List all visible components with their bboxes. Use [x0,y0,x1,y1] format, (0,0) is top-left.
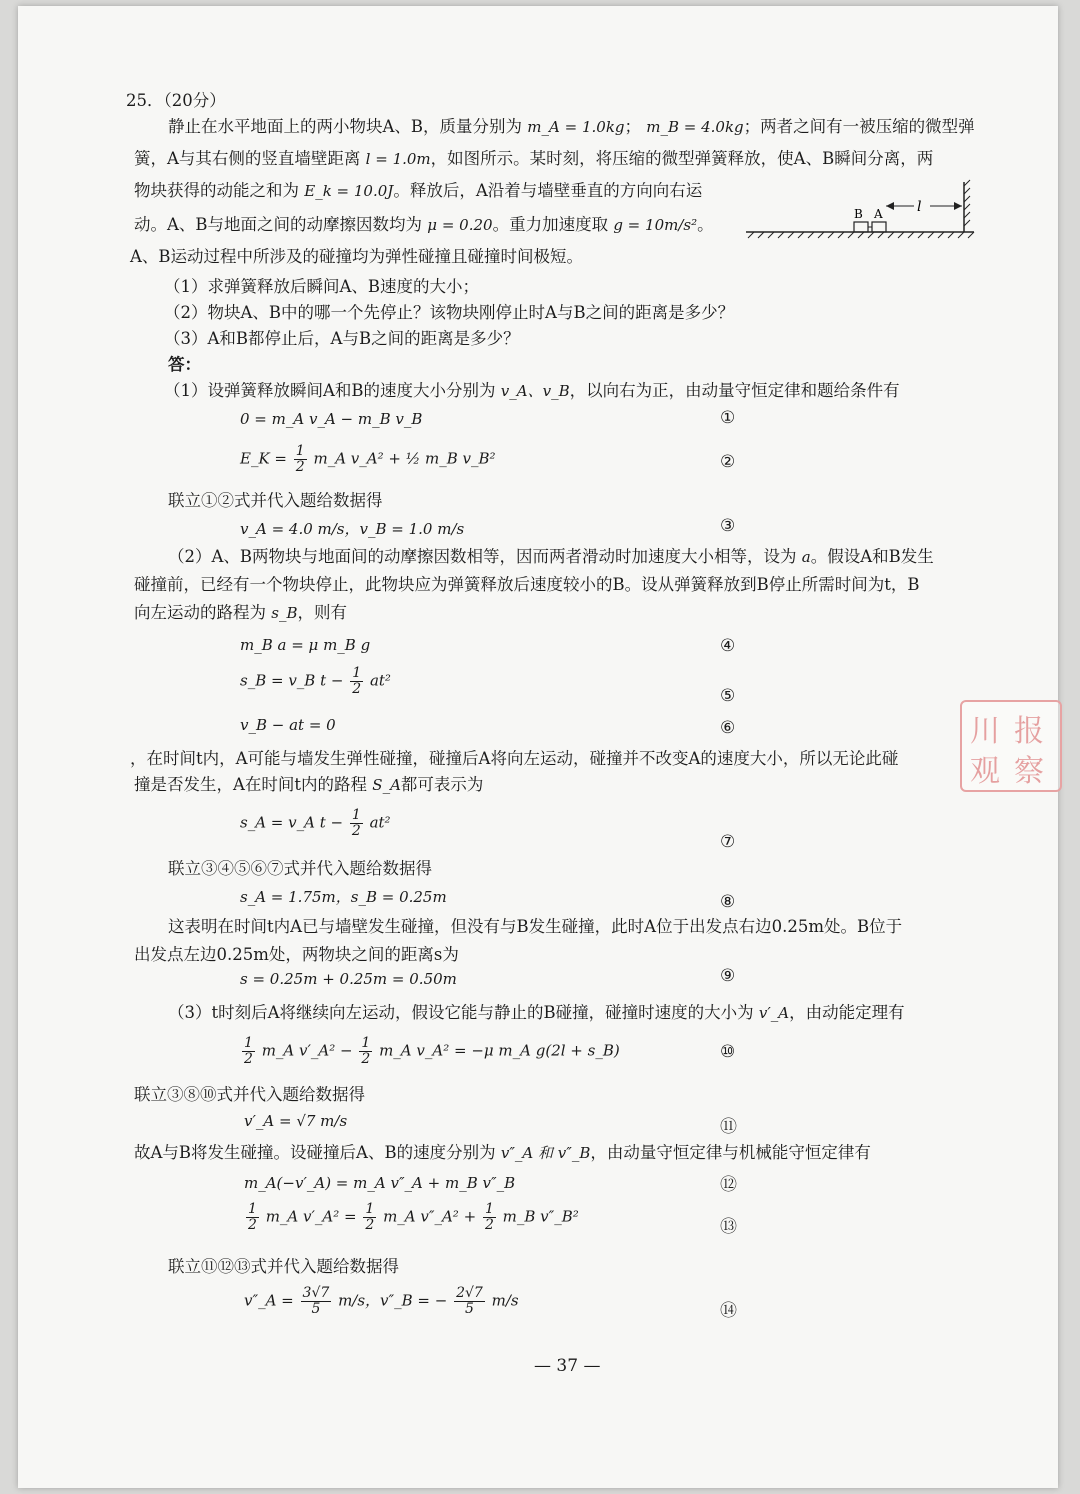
watermark-seal: 川 报 观 察 [960,700,1062,792]
question-1: （1）求弹簧释放后瞬间A、B速度的大小； [164,277,480,296]
problem-line-3: 物块获得的动能之和为 E_k = 10.0J。释放后，A沿着与墙壁垂直的方向向右运 [134,181,703,200]
solution-3-line-1: （3）t时刻后A将继续向左运动，假设它能与静止的B碰撞，碰撞时速度的大小为 v′_A，由动能定理有 [168,1003,905,1022]
equation-3: v_A = 4.0 m/s，v_B = 1.0 m/s [240,520,465,538]
join-4: 联立⑪⑫⑬式并代入题给数据得 [168,1257,399,1276]
eq-number-14: ⑭ [720,1301,737,1321]
document-page [18,6,1058,1488]
equation-7: s_A = v_A t − $\frac{1}{2}$ at² [240,807,391,839]
join-2: 联立③④⑤⑥⑦式并代入题给数据得 [168,859,432,878]
equation-2: E_K = $\frac{1}{2}$ m_A v_A² + ½ m_B v_B² [240,443,496,475]
figure-label-l: l [917,199,922,215]
equation-11: v′_A = √7 m/s [244,1112,348,1130]
solution-1-intro: （1）设弹簧释放瞬间A和B的速度大小分别为 v_A、v_B，以向右为正，由动量守恒定律和题给条件有 [164,381,900,400]
equation-9: s = 0.25m + 0.25m = 0.50m [240,970,457,988]
answer-label: 答： [168,355,201,374]
solution-2-line-1: （2）A、B两物块与地面间的动摩擦因数相等，因而两者滑动时加速度大小相等，设为 a。假设A和B发生 [168,547,934,566]
solution-2-line-3: 向左运动的路程为 s_B，则有 [134,603,347,622]
equation-6: v_B − at = 0 [240,716,336,734]
equation-8: s_A = 1.75m，s_B = 0.25m [240,888,447,906]
eq-number-6: ⑥ [720,718,736,738]
eq-number-1: ① [720,408,736,428]
solution-2-line-6: 这表明在时间t内A已与墙壁发生碰撞，但没有与B发生碰撞，此时A位于出发点右边0.25m处。B位于 [168,917,903,936]
equation-5: s_B = v_B t − $\frac{1}{2}$ at² [240,665,391,697]
eq-number-7: ⑦ [720,832,736,852]
equation-12: m_A(−v′_A) = m_A v″_A + m_B v″_B [244,1174,516,1192]
problem-line-2: 簧，A与其右侧的竖直墙壁距离 l = 1.0m，如图所示。某时刻，将压缩的微型弹簧释放，使A、B瞬间分离，两 [134,149,934,168]
eq-number-2: ② [720,452,736,472]
figure-label-b: B [854,207,863,221]
eq-number-4: ④ [720,636,736,656]
join-1: 联立①②式并代入题给数据得 [168,491,383,510]
solution-3-line-2: 故A与B将发生碰撞。设碰撞后A、B的速度分别为 v″_A 和 v″_B，由动量守恒定律与机械能守恒定律有 [134,1143,871,1162]
problem-line-1: 静止在水平地面上的两小物块A、B，质量分别为 m_A = 1.0kg； m_B = 4.0kg；两者之间有一被压缩的微型弹 [168,117,975,136]
problem-line-4: 动。A、B与地面之间的动摩擦因数均为 μ = 0.20。重力加速度取 g = 10m/s²。 [134,215,714,234]
join-3: 联立③⑧⑩式并代入题给数据得 [134,1085,365,1104]
eq-number-8: ⑧ [720,892,736,912]
solution-2-line-2: 碰撞前，已经有一个物块停止，此物块应为弹簧释放后速度较小的B。设从弹簧释放到B停止所需时间为t，B [134,575,920,594]
page-number: — 37 — [534,1356,601,1376]
question-2: （2）物块A、B中的哪一个先停止？该物块刚停止时A与B之间的距离是多少？ [164,303,735,322]
problem-number: 25．（20分） [126,91,226,110]
solution-2-line-4: ，在时间t内，A可能与墙发生弹性碰撞，碰撞后A将向左运动，碰撞并不改变A的速度大小，所以无论此碰 [130,749,899,768]
problem-line-5: A、B运动过程中所涉及的碰撞均为弹性碰撞且碰撞时间极短。 [130,247,584,266]
eq-number-3: ③ [720,516,736,536]
solution-2-line-5: 撞是否发生，A在时间t内的路程 S_A都可表示为 [134,775,484,794]
equation-14: v″_A = $\frac{3√7}{5}$ m/s，v″_B = − $\frac{2√7}{5}$ m/s [244,1285,519,1317]
figure-label-a: A [874,207,883,221]
eq-number-10: ⑩ [720,1042,736,1062]
equation-4: m_B a = μ m_B g [240,636,371,654]
solution-2-line-7: 出发点左边0.25m处，两物块之间的距离s为 [134,945,459,964]
eq-number-9: ⑨ [720,966,736,986]
equation-1: 0 = m_A v_A − m_B v_B [240,410,423,428]
eq-number-12: ⑫ [720,1175,737,1195]
block-wall-figure [742,172,982,248]
eq-number-5: ⑤ [720,686,736,706]
equation-10: $\frac{1}{2}$ m_A v′_A² − $\frac{1}{2}$ m_A v_A² = −μ m_A g(2l + s_B) [244,1035,620,1067]
eq-number-11: ⑪ [720,1117,737,1137]
question-3: （3）A和B都停止后，A与B之间的距离是多少？ [164,329,520,348]
equation-13: $\frac{1}{2}$ m_A v′_A² = $\frac{1}{2}$ m_A v″_A² + $\frac{1}{2}$ m_B v″_B² [248,1201,579,1233]
eq-number-13: ⑬ [720,1217,737,1237]
